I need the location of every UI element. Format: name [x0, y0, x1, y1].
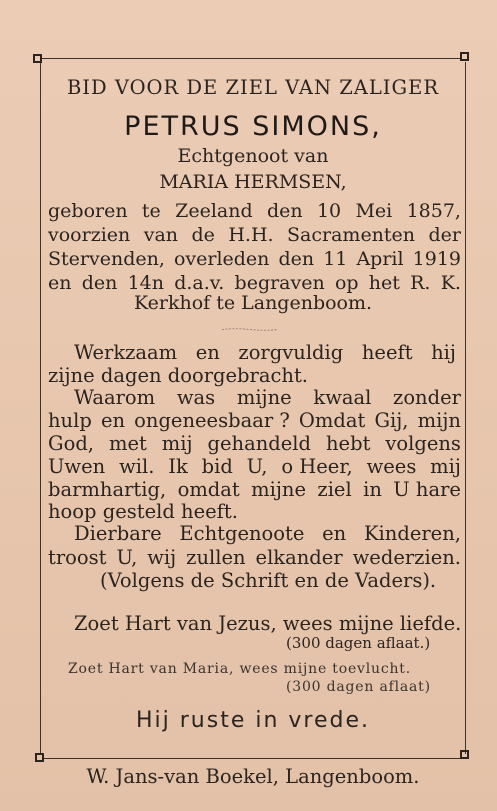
biography-word: op: [334, 272, 359, 294]
rest-in-peace: Hij ruste in vrede.: [135, 708, 371, 733]
prayer-word: ziel: [317, 478, 352, 501]
biography-word: 1919: [412, 248, 461, 270]
biography-word: 1857,: [406, 200, 461, 222]
biography-word: K.: [440, 272, 461, 294]
biography-word: Stervenden,: [48, 248, 165, 270]
prayer-word: Echtgenoote: [179, 522, 305, 545]
left-border-rule: [40, 62, 41, 754]
prayer-word: troost: [48, 546, 107, 569]
biography-word: geboren: [48, 200, 128, 222]
biography-word: den: [266, 200, 303, 222]
prayer-word: Ik: [168, 455, 188, 478]
prayer-line: [74, 343, 456, 363]
invocation-jesus: Zoet Hart van Jezus, wees mijne liefde.: [74, 612, 462, 635]
biography-word: te: [141, 200, 161, 222]
prayer-word: wederzien.: [352, 546, 461, 569]
prayer-word: o Heer,: [281, 455, 353, 478]
prayer-line: [48, 366, 466, 386]
prayer-word: wil.: [119, 455, 155, 478]
prayer-word: was: [176, 386, 216, 409]
biography-word: R.: [410, 272, 431, 294]
printer-credit: W. Jans-van Boekel, Langenboom.: [86, 765, 420, 788]
prayer-word: God,: [48, 432, 94, 455]
prayer-line: [48, 457, 461, 477]
prayer-word: zorgvuldig: [238, 341, 344, 364]
prayer-word: Gij,: [374, 409, 409, 432]
biography-word: de: [191, 224, 215, 246]
prayer-word: zijne dagen doorgebracht.: [48, 364, 308, 387]
prayer-word: hulp: [48, 409, 92, 432]
biography-line: [48, 250, 461, 269]
prayer-word: barmhartig,: [48, 478, 167, 501]
biography-word: het: [368, 272, 400, 294]
invocation-maria: Zoet Hart van Maria, wees mijne toevlucht.: [68, 661, 411, 677]
prayer-word: en: [100, 409, 126, 432]
biography-word: d.a.v.: [174, 272, 225, 294]
biography-word: April: [356, 248, 404, 270]
biography-word: begraven: [234, 272, 325, 294]
right-border-rule: [465, 62, 466, 754]
prayer-word: wees: [366, 455, 417, 478]
prayer-word: volgens: [385, 432, 461, 455]
indulgence-maria: (300 dagen aflaat): [286, 679, 431, 695]
biography-word: overleden: [173, 248, 270, 270]
prayer-word: ongeneesbaar ?: [134, 409, 290, 432]
corner-ornament-bottom-right: [460, 750, 469, 759]
biography-last-line: Kerkhof te Langenboom.: [133, 292, 373, 314]
prayer-line: [74, 524, 461, 544]
bottom-border-rule: [42, 758, 462, 759]
biography-word: Zeeland: [175, 200, 253, 222]
prayer-word: Kinderen,: [363, 522, 461, 545]
prayer-word: in: [363, 478, 382, 501]
indulgence-jesus: (300 dagen aflaat.): [286, 634, 431, 652]
prayer-word: omdat: [177, 478, 240, 501]
biography-word: en: [48, 272, 72, 294]
corner-ornament-bottom-left: [35, 753, 44, 762]
biography-word: den: [81, 272, 118, 294]
prayer-word: wij: [147, 546, 177, 569]
corner-ornament-top-left: [33, 54, 42, 63]
prayer-word: heeft: [361, 341, 413, 364]
prayer-word: mij: [430, 455, 461, 478]
biography-word: H.H.: [228, 224, 274, 246]
prayer-line: [48, 480, 461, 500]
prayer-word: Werkzaam: [74, 341, 178, 364]
prayer-word: zonder: [393, 386, 461, 409]
prayer-word: bid: [201, 455, 233, 478]
biography-word: Mei: [355, 200, 393, 222]
biography-word: 10: [316, 200, 342, 222]
prayer-line: [74, 388, 461, 408]
prayer-word: hebt: [325, 432, 371, 455]
biography-word: 11: [323, 248, 348, 270]
prayer-word: mijne: [236, 386, 292, 409]
prayer-word: Waarom: [74, 386, 156, 409]
prayer-word: zullen: [186, 546, 246, 569]
prayer-word: mij: [161, 432, 193, 455]
biography-word: Sacramenten: [287, 224, 416, 246]
prayer-word: hij: [431, 341, 456, 364]
prayer-line: [48, 434, 461, 454]
top-border-rule: [42, 58, 462, 59]
prayer-word: hoop gesteld heeft.: [48, 500, 238, 523]
spouse-name: MARIA HERMSEN,: [159, 171, 347, 193]
prayer-word: U,: [116, 546, 138, 569]
prayer-word: U hare: [393, 478, 461, 501]
prayer-line: [48, 548, 461, 568]
biography-word: der: [428, 224, 461, 246]
deceased-name: PETRUS SIMONS,: [124, 111, 382, 142]
prayer-line: [48, 502, 466, 522]
prayer-word: gehandeld: [207, 432, 312, 455]
prayer-word: Dierbare: [74, 522, 162, 545]
prayer-word: en: [322, 522, 347, 545]
prayer-word: mijne: [251, 478, 307, 501]
card-heading: BID VOOR DE ZIEL VAN ZALIGER: [66, 76, 440, 99]
biography-word: voorzien: [48, 224, 131, 246]
biography-word: van: [143, 224, 179, 246]
prayer-line: [48, 411, 461, 431]
spouse-label: Echtgenoot van: [177, 145, 329, 167]
prayer-word: mijn: [417, 409, 461, 432]
biography-line: [48, 202, 461, 221]
prayer-word: met: [108, 432, 147, 455]
scripture-source: (Volgens de Schrift en de Vaders).: [100, 569, 437, 592]
prayer-word: U,: [246, 455, 268, 478]
prayer-word: kwaal: [313, 386, 372, 409]
divider-flourish: [220, 328, 280, 331]
biography-line: [48, 274, 461, 293]
prayer-word: Omdat: [298, 409, 366, 432]
biography-word: 14n: [127, 272, 164, 294]
prayer-word: Uwen: [48, 455, 106, 478]
prayer-word: en: [195, 341, 220, 364]
prayer-word: elkander: [255, 546, 343, 569]
biography-word: den: [278, 248, 315, 270]
biography-line: [48, 226, 461, 245]
corner-ornament-top-right: [460, 52, 469, 61]
